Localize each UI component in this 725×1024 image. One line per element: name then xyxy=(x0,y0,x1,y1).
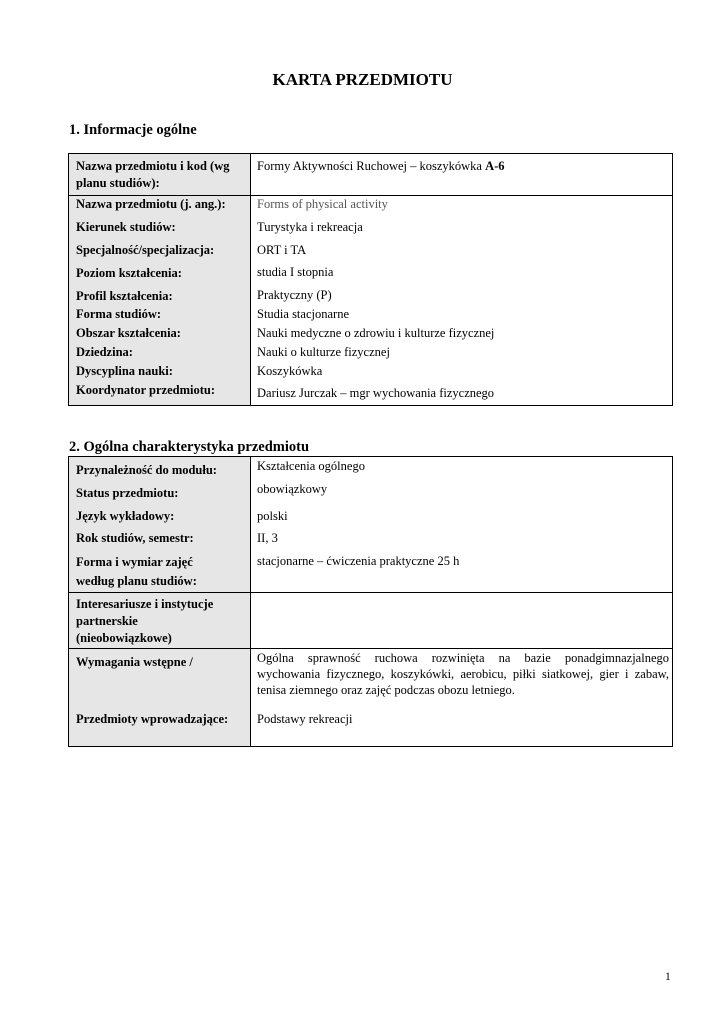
label-domain: Dziedzina: xyxy=(76,345,133,359)
label-module: Przynależność do modułu: xyxy=(76,463,217,477)
label-education-profile: Profil kształcenia: xyxy=(76,289,173,303)
general-info-table xyxy=(68,153,673,406)
course-characteristics-table xyxy=(68,456,673,747)
label-course-name-code: Nazwa przedmiotu i kod (wg planu studiów): xyxy=(76,159,230,190)
value-language: polski xyxy=(257,509,288,523)
label-year-semester: Rok studiów, semestr: xyxy=(76,531,194,545)
label-class-form-line-2: według planu studiów: xyxy=(76,574,197,588)
value-education-profile: Praktyczny (P) xyxy=(257,288,332,302)
label-stakeholders-line-2: (nieobowiązkowe) xyxy=(76,631,172,645)
label-discipline: Dyscyplina nauki: xyxy=(76,364,173,378)
label-field-of-study: Kierunek studiów: xyxy=(76,220,176,234)
value-domain: Nauki o kulturze fizycznej xyxy=(257,345,390,359)
label-class-form-line-1: Forma i wymiar zajęć xyxy=(76,555,193,569)
label-education-level: Poziom kształcenia: xyxy=(76,266,182,280)
row-divider xyxy=(69,592,672,593)
value-discipline: Koszykówka xyxy=(257,364,323,378)
value-course-name-code xyxy=(257,158,667,175)
value-class-form: stacjonarne – ćwiczenia praktyczne 25 h xyxy=(257,554,460,568)
value-coordinator: Dariusz Jurczak – mgr wychowania fizycznego xyxy=(257,386,495,400)
label-class-form xyxy=(76,553,248,591)
course-code: A-6 xyxy=(485,159,505,173)
label-specialization: Specjalność/specjalizacja: xyxy=(76,243,215,257)
value-education-area: Nauki medyczne o zdrowiu i kulturze fizycznej xyxy=(257,326,495,340)
page-number: 1 xyxy=(665,971,671,983)
label-language: Język wykładowy: xyxy=(76,509,175,523)
value-introductory-courses: Podstawy rekreacji xyxy=(257,712,353,726)
label-introductory-courses: Przedmioty wprowadzające: xyxy=(76,712,229,726)
value-field-of-study: Turystyka i rekreacja xyxy=(257,220,363,234)
section-1-heading: 1. Informacje ogólne xyxy=(69,122,197,138)
column-divider xyxy=(250,457,251,746)
label-stakeholders xyxy=(76,596,248,647)
row-divider xyxy=(69,648,672,649)
value-year-semester: II, 3 xyxy=(257,531,278,545)
label-coordinator: Koordynator przedmiotu: xyxy=(76,383,215,397)
value-education-level: studia I stopnia xyxy=(257,265,334,279)
value-module: Kształcenia ogólnego xyxy=(257,459,365,473)
label-prerequisites: Wymagania wstępne / xyxy=(76,655,193,669)
label-study-form: Forma studiów: xyxy=(76,307,162,321)
column-divider xyxy=(250,154,251,405)
label-course-status: Status przedmiotu: xyxy=(76,486,179,500)
label-education-area: Obszar kształcenia: xyxy=(76,326,181,340)
label-stakeholders-line-1: Interesariusze i instytucje partnerskie xyxy=(76,597,214,628)
value-study-form: Studia stacjonarne xyxy=(257,307,349,321)
section-2-heading: 2. Ogólna charakterystyka przedmiotu xyxy=(69,439,310,455)
value-specialization: ORT i TA xyxy=(257,243,307,257)
value-course-status: obowiązkowy xyxy=(257,482,328,496)
value-course-name-english: Forms of physical activity xyxy=(257,197,388,211)
course-name: Formy Aktywności Ruchowej – koszykówka xyxy=(257,159,486,173)
value-prerequisites: Ogólna sprawność ruchowa rozwinięta na bazie ponadgimnazjalnego wychowania fizycznego, koszykówki, aerobicu, piłki siatkowej, gier i zabaw, tenisa ziemnego oraz zajęć podczas obozu letniego. xyxy=(257,651,669,697)
label-course-name-english: Nazwa przedmiotu (j. ang.): xyxy=(76,197,226,211)
document-title: KARTA PRZEDMIOTU xyxy=(272,70,453,89)
